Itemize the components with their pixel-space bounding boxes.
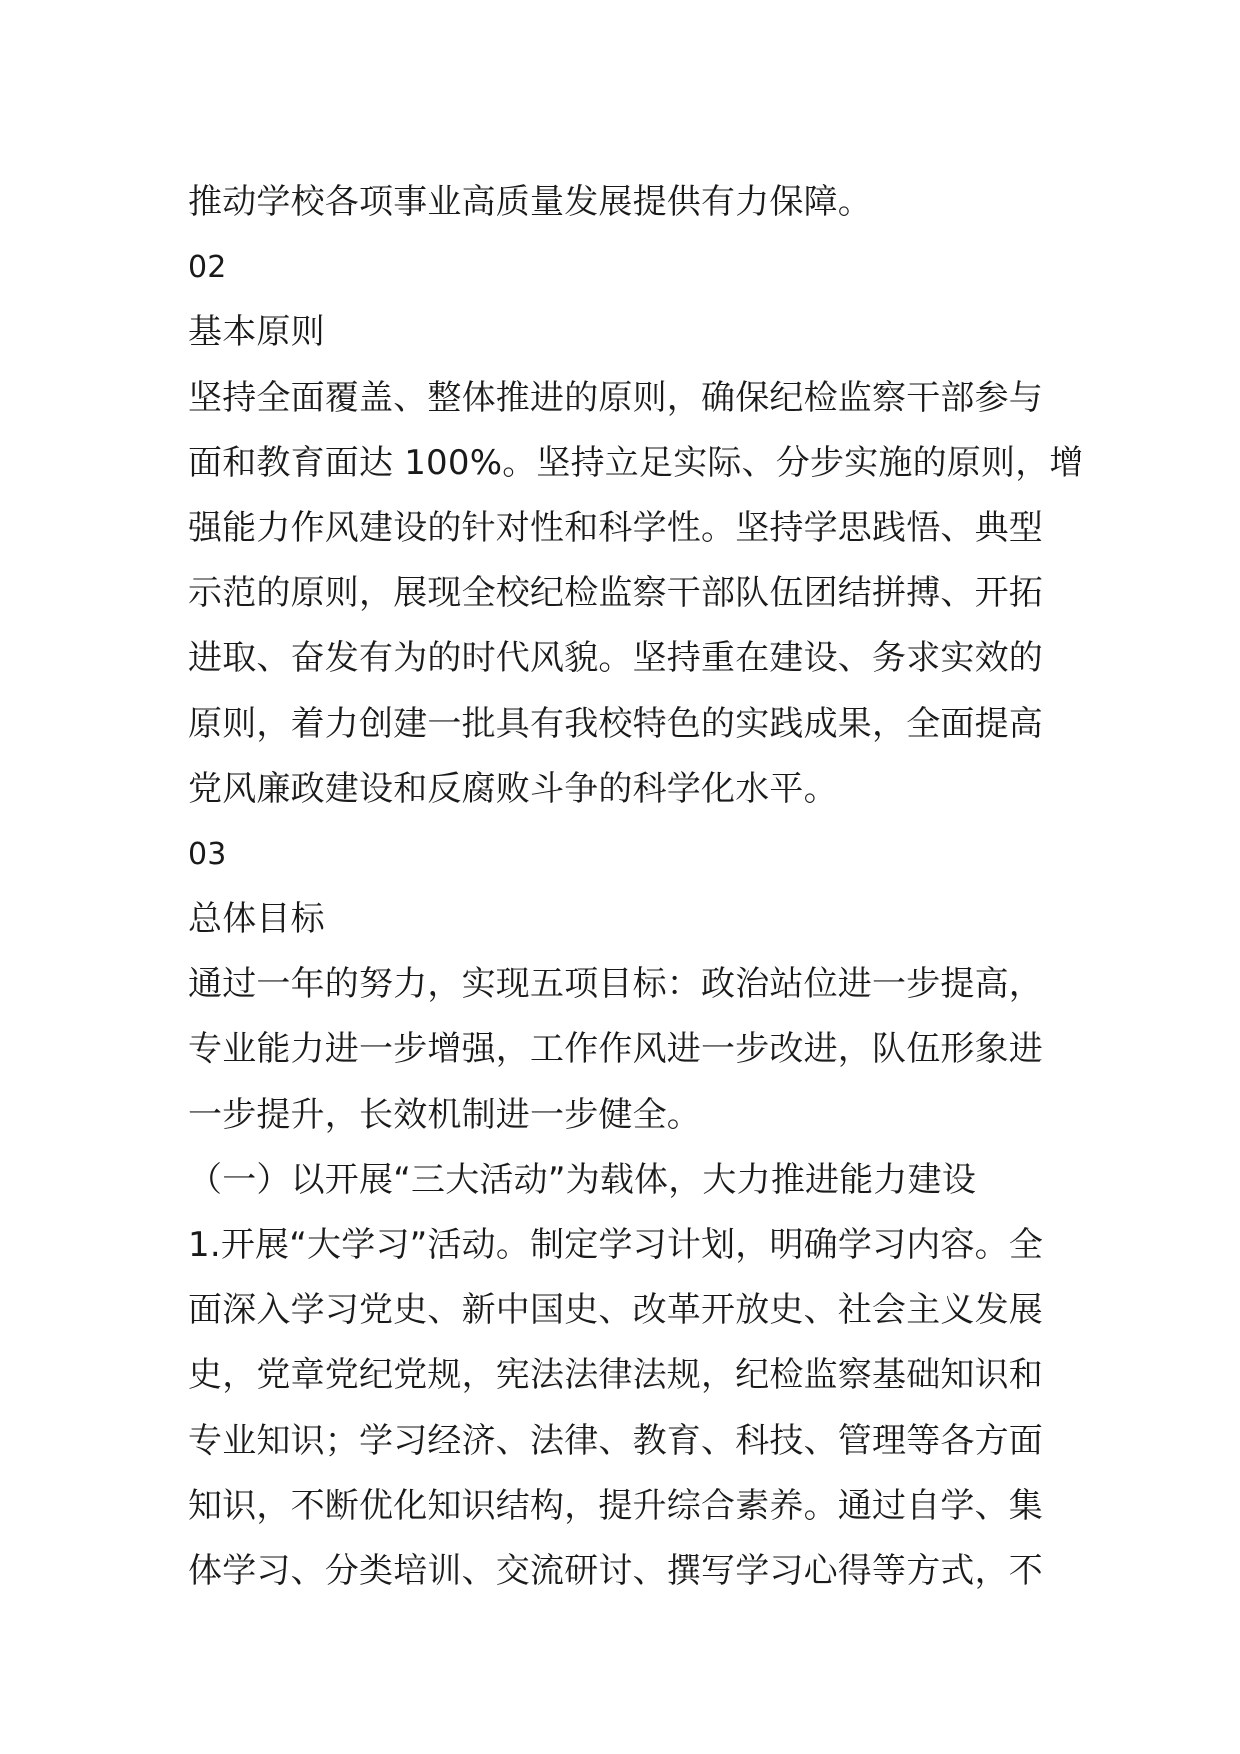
paragraph-line: 专业知识；学习经济、法律、教育、科技、管理等各方面 (188, 1420, 1043, 1461)
paragraph-line: 原则，着力创建一批具有我校特色的实践成果，全面提高 (188, 703, 1043, 744)
section-number: 03 (188, 836, 227, 872)
section-number: 02 (188, 250, 227, 286)
paragraph-line: 史，党章党纪党规，宪法法律法规，纪检监察基础知识和 (188, 1355, 1043, 1396)
paragraph-line: 知识，不断优化知识结构，提升综合素养。通过自学、集 (188, 1485, 1043, 1526)
document-body (188, 170, 1084, 1604)
paragraph-line: 专业能力进一步增强，工作作风进一步改进，队伍形象进 (188, 1029, 1043, 1070)
paragraph-line: 进取、奋发有为的时代风貌。坚持重在建设、务求实效的 (188, 638, 1043, 679)
paragraph-line: 体学习、分类培训、交流研讨、撰写学习心得等方式，不 (188, 1550, 1043, 1591)
paragraph-line: 强能力作风建设的针对性和科学性。坚持学思践悟、典型 (188, 507, 1043, 548)
paragraph-line: 示范的原则，展现全校纪检监察干部队伍团结拼搏、开拓 (188, 573, 1043, 614)
paragraph-line: 面深入学习党史、新中国史、改革开放史、社会主义发展 (188, 1290, 1043, 1331)
paragraph-line: 1.开展“大学习”活动。制定学习计划，明确学习内容。全 (188, 1225, 1044, 1265)
paragraph-line: 一步提升，长效机制进一步健全。 (188, 1094, 701, 1135)
section-heading: 总体目标 (188, 899, 325, 940)
paragraph-line: 面和教育面达 100%。坚持立足实际、分步实施的原则，增 (188, 442, 1084, 483)
paragraph-line: 坚持全面覆盖、整体推进的原则，确保纪检监察干部参与 (188, 377, 1043, 418)
subsection-heading: （一）以开展“三大活动”为载体，大力推进能力建设 (188, 1159, 977, 1200)
paragraph-line: 党风廉政建设和反腐败斗争的科学化水平。 (188, 768, 838, 809)
section-heading: 基本原则 (188, 312, 325, 353)
paragraph-line: 推动学校各项事业高质量发展提供有力保障。 (188, 182, 872, 222)
paragraph-line: 通过一年的努力，实现五项目标：政治站位进一步提高， (188, 964, 1043, 1005)
